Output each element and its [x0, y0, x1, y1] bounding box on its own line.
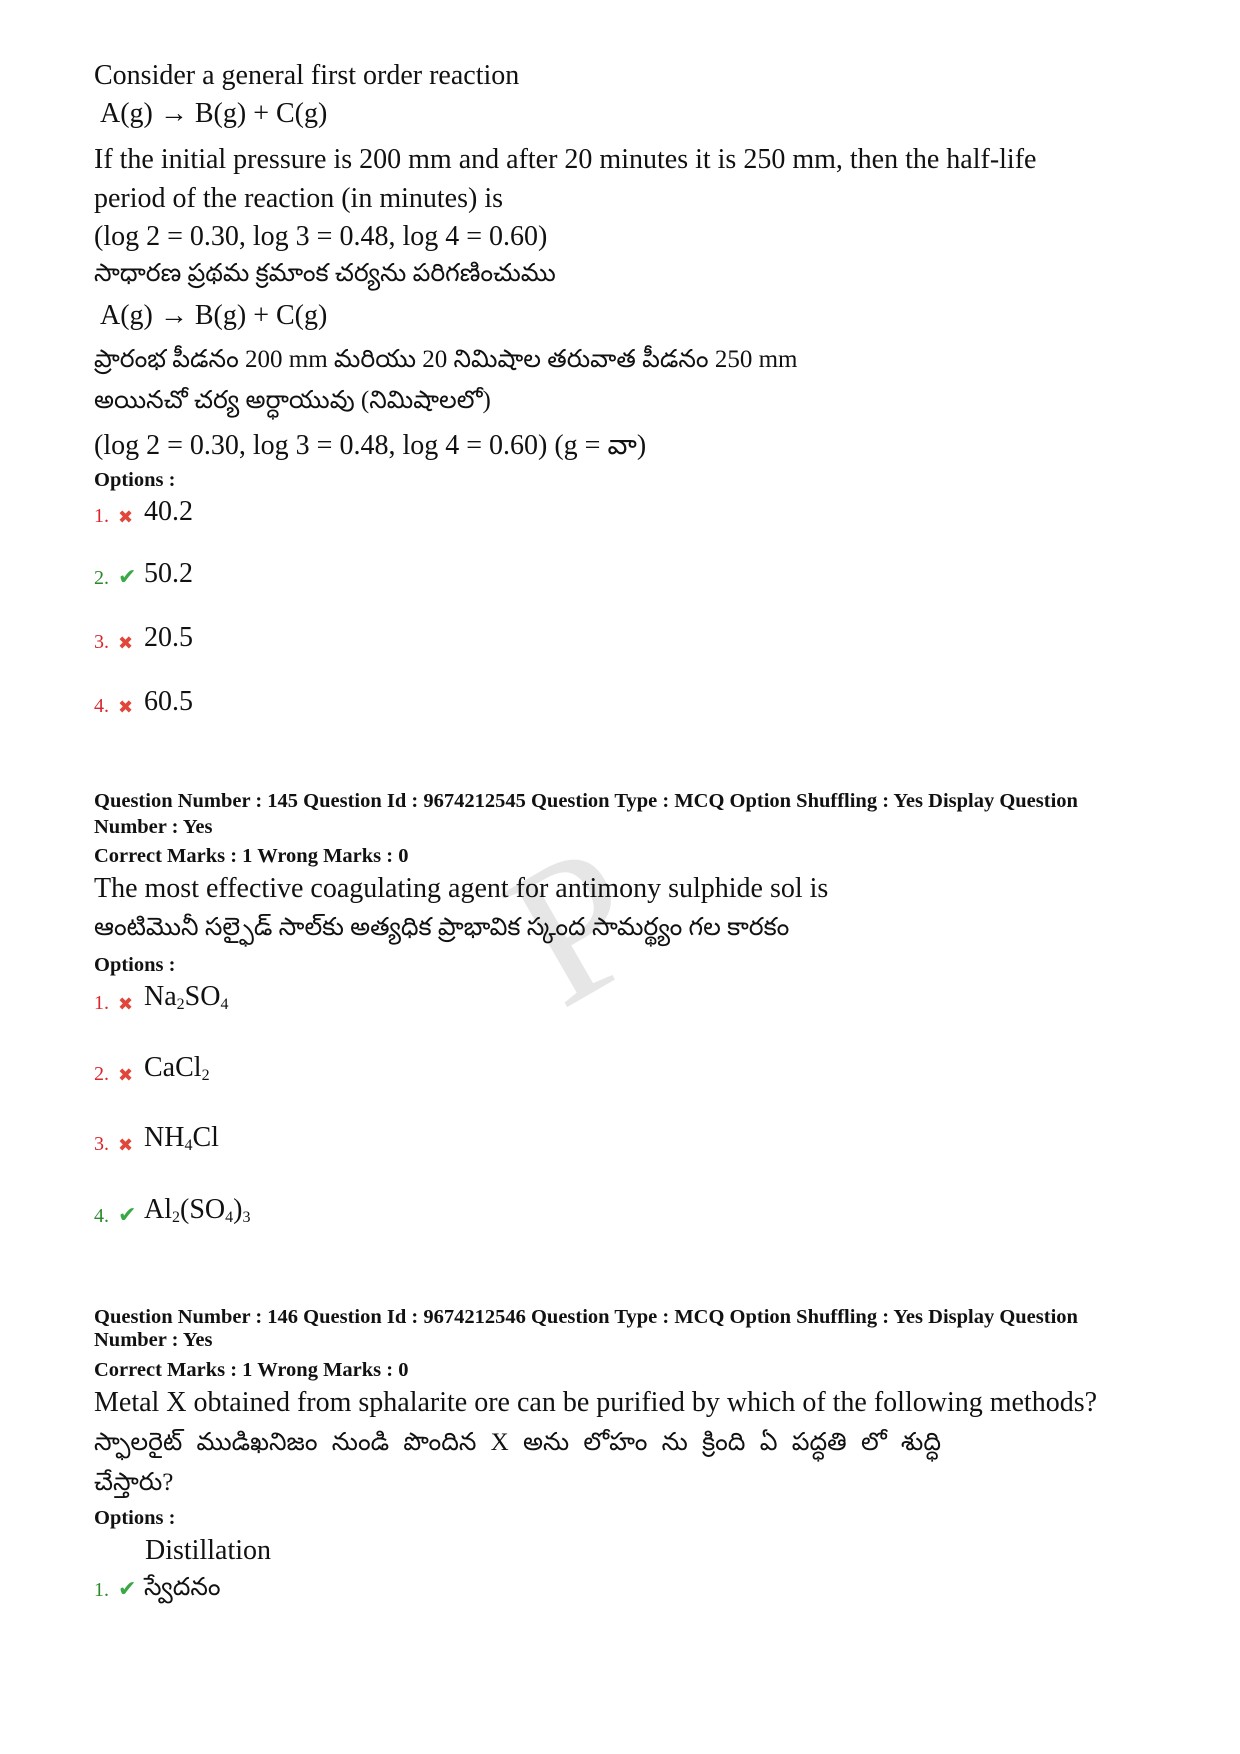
reaction-equation: A(g) → B(g) + C(g)	[100, 300, 328, 331]
question-header: Number : Yes	[94, 816, 213, 838]
question-text-telugu: చేస్తారు?	[94, 1469, 174, 1496]
question-text-telugu: ఆంటిమొనీ సల్ఫైడ్ సాల్‌కు అత్యధిక ప్రాభావిక స్కంద సామర్థ్యం గల కారకం	[94, 914, 790, 941]
option-number: 2.	[94, 1063, 109, 1085]
option-4[interactable]	[94, 1194, 251, 1228]
option-text: $Al_2(SO_4)_3$	[144, 1194, 251, 1226]
options-label: Options :	[94, 1507, 176, 1529]
option-3[interactable]	[94, 622, 193, 654]
question-text: Metal X obtained from sphalarite ore can be purified by which of the following methods?	[94, 1387, 1098, 1418]
reaction-equation: A(g) → B(g) + C(g)	[100, 98, 328, 129]
question-text: If the initial pressure is 200 mm and after 20 minutes it is 250 mm, then the half-life	[94, 144, 1037, 175]
marks-info: Correct Marks : 1 Wrong Marks : 0	[94, 1359, 409, 1381]
option-2[interactable]	[94, 558, 193, 590]
check-icon: ✔	[118, 1202, 137, 1227]
question-text-telugu: ప్రారంభ పీడనం 200 mm మరియు 20 నిమిషాల తరువాత పీడనం 250 mm	[94, 346, 798, 373]
options-label: Options :	[94, 469, 176, 491]
option-1[interactable]	[94, 496, 193, 528]
option-2[interactable]	[94, 1052, 210, 1086]
option-text: 20.5	[144, 622, 193, 653]
svg-text:P: P	[472, 801, 680, 1049]
cross-icon: ✖	[118, 507, 134, 527]
question-text-telugu: అయినచో చర్య అర్ధాయువు (నిమిషాలలో)	[94, 387, 491, 414]
question-header: Question Number : 146 Question Id : 9674212546 Question Type : MCQ Option Shuffling : Yes Display Question	[94, 1306, 1078, 1328]
check-icon: ✔	[118, 564, 137, 589]
option-text: CaCl$_2$	[144, 1052, 210, 1084]
option-text: 60.5	[144, 686, 193, 717]
option-1[interactable]	[94, 1576, 221, 1602]
option-text: $NH_4Cl$	[144, 1122, 219, 1154]
option-text: Distillation	[145, 1535, 271, 1566]
option-text-telugu: స్వేదనం	[144, 1574, 221, 1601]
marks-info: Correct Marks : 1 Wrong Marks : 0	[94, 845, 409, 867]
option-number: 1.	[94, 992, 109, 1014]
cross-icon: ✖	[118, 633, 134, 653]
option-number: 4.	[94, 1205, 109, 1227]
option-1[interactable]	[94, 981, 229, 1015]
cross-icon: ✖	[118, 1065, 134, 1085]
cross-icon: ✖	[118, 994, 134, 1014]
option-text: 50.2	[144, 558, 193, 589]
option-number: 1.	[94, 1579, 109, 1601]
option-3[interactable]	[94, 1122, 219, 1156]
option-4[interactable]	[94, 686, 193, 718]
question-text: Consider a general first order reaction	[94, 60, 520, 91]
option-text: $Na_2SO_4$	[144, 981, 229, 1013]
question-header: Question Number : 145 Question Id : 9674212545 Question Type : MCQ Option Shuffling : Yes Display Question	[94, 790, 1078, 812]
cross-icon: ✖	[118, 697, 134, 717]
question-text-telugu: సాధారణ ప్రథమ క్రమాంక చర్యను పరిగణించుము	[94, 260, 556, 287]
options-label: Options :	[94, 954, 176, 976]
question-text: period of the reaction (in minutes) is	[94, 183, 503, 214]
option-number: 3.	[94, 631, 109, 653]
cross-icon: ✖	[118, 1135, 134, 1155]
option-number: 2.	[94, 567, 109, 589]
question-text: The most effective coagulating agent for antimony sulphide sol is	[94, 873, 829, 904]
option-number: 4.	[94, 695, 109, 717]
log-values: (log 2 = 0.30, log 3 = 0.48, log 4 = 0.60)	[94, 221, 548, 252]
question-header: Number : Yes	[94, 1329, 213, 1351]
check-icon: ✔	[118, 1576, 137, 1601]
option-number: 1.	[94, 505, 109, 527]
option-number: 3.	[94, 1133, 109, 1155]
option-text: 40.2	[144, 496, 193, 527]
question-text-telugu: స్ఫాలరైట్ ముడిఖనిజం నుండి పొందిన X అను లోహం ను క్రింది ఏ పద్ధతి లో శుద్ధి	[94, 1429, 941, 1456]
log-values: (log 2 = 0.30, log 3 = 0.48, log 4 = 0.60) (g = వా)	[94, 430, 647, 461]
